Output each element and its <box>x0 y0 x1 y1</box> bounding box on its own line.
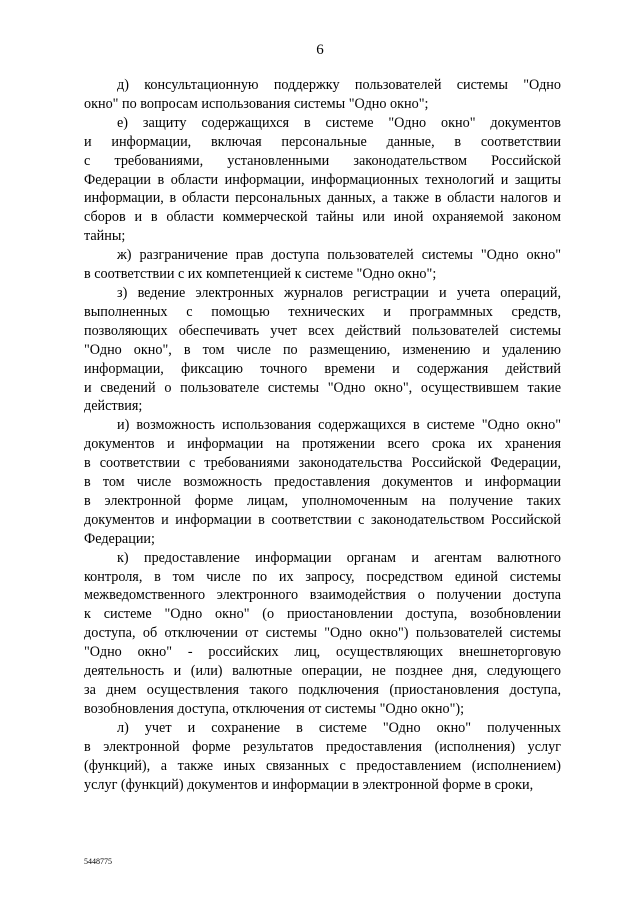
text-line: тайны; <box>84 228 126 245</box>
text-line: Федерации; <box>84 530 155 547</box>
text-line: Федерации в области информации, информационных технологий и защиты <box>84 171 561 188</box>
document-code: 5448775 <box>84 857 112 866</box>
text-line: и информации, включая персональные данные, в соответствии <box>84 133 561 150</box>
paragraph <box>84 719 561 795</box>
page-number: 6 <box>316 42 324 58</box>
text-line: окно" по вопросам использования системы "Одно окно"; <box>84 95 429 112</box>
text-line: в том числе возможность предоставления документов и информации <box>84 474 561 491</box>
text-line: выполненных с помощью технических и программных средств, <box>84 303 561 320</box>
text-line: в соответствии с их компетенцией к системе "Одно окно"; <box>84 266 437 283</box>
text-line: деятельность и (или) валютные операции, не позднее дня, следующего <box>84 663 561 680</box>
document-body <box>84 76 561 794</box>
text-line: в соответствии с требованиями законодательства Российской Федерации, <box>84 455 561 472</box>
text-line: ж) разграничение прав доступа пользователей системы "Одно окно" <box>117 247 561 264</box>
text-line: доступа, об отключении от системы "Одно окно") пользователей системы <box>84 625 561 642</box>
text-line: услуг (функций) документов и информации в электронной форме в сроки, <box>84 776 534 793</box>
paragraph <box>84 246 561 284</box>
text-line: и) возможность использования содержащихся в системе "Одно окно" <box>117 417 561 434</box>
paragraph <box>84 416 561 548</box>
text-line: д) консультационную поддержку пользователей системы "Одно <box>117 77 561 93</box>
text-line: информации, в области персональных данных, а также в области налогов и <box>84 190 561 207</box>
text-line: з) ведение электронных журналов регистрации и учета операций, <box>117 284 561 301</box>
text-line: "Одно окно" - российских лиц, осуществляющих внешнеторговую <box>84 644 561 661</box>
text-line: информации, фиксацию точного времени и содержания действий <box>84 360 561 377</box>
text-line: "Одно окно", в том числе по размещению, изменению и удалению <box>84 341 561 358</box>
text-line: возобновления доступа, отключения от системы "Одно окно"); <box>84 700 465 717</box>
text-line: к) предоставление информации органам и агентам валютного <box>117 549 561 566</box>
text-line: е) защиту содержащихся в системе "Одно окно" документов <box>117 114 561 131</box>
text-line: действия; <box>84 398 143 415</box>
text-line: в электронной форме лицам, уполномоченным на получение таких <box>84 492 561 509</box>
paragraph <box>84 284 561 416</box>
text-line: и сведений о пользователе системы "Одно окно", осуществившем такие <box>84 379 561 396</box>
text-line: документов и информации на протяжении всего срока их хранения <box>84 436 561 453</box>
text-line: за днем осуществления такого подключения (приостановления доступа, <box>84 682 561 698</box>
text-line: документов и информации в соответствии с законодательством Российской <box>84 511 561 528</box>
text-line: сборов и в области коммерческой тайны или иной охраняемой законом <box>84 209 561 226</box>
text-line: в электронной форме результатов предоставления (исполнения) услуг <box>84 738 561 755</box>
paragraph <box>84 549 561 719</box>
paragraph <box>84 114 561 246</box>
text-line: контроля, в том числе по их запросу, посредством единой системы <box>84 568 561 585</box>
text-line: к системе "Одно окно" (о приостановлении доступа, возобновлении <box>84 606 561 623</box>
text-line: с требованиями, установленными законодательством Российской <box>84 152 561 169</box>
text-line: межведомственного электронного взаимодействия о получении доступа <box>84 587 561 604</box>
text-line: л) учет и сохранение в системе "Одно окно" полученных <box>117 719 561 736</box>
text-line: позволяющих обеспечивать учет всех действий пользователей системы <box>84 322 561 339</box>
text-line: (функций), а также иных связанных с предоставлением (исполнением) <box>84 757 561 774</box>
paragraph <box>84 76 561 114</box>
